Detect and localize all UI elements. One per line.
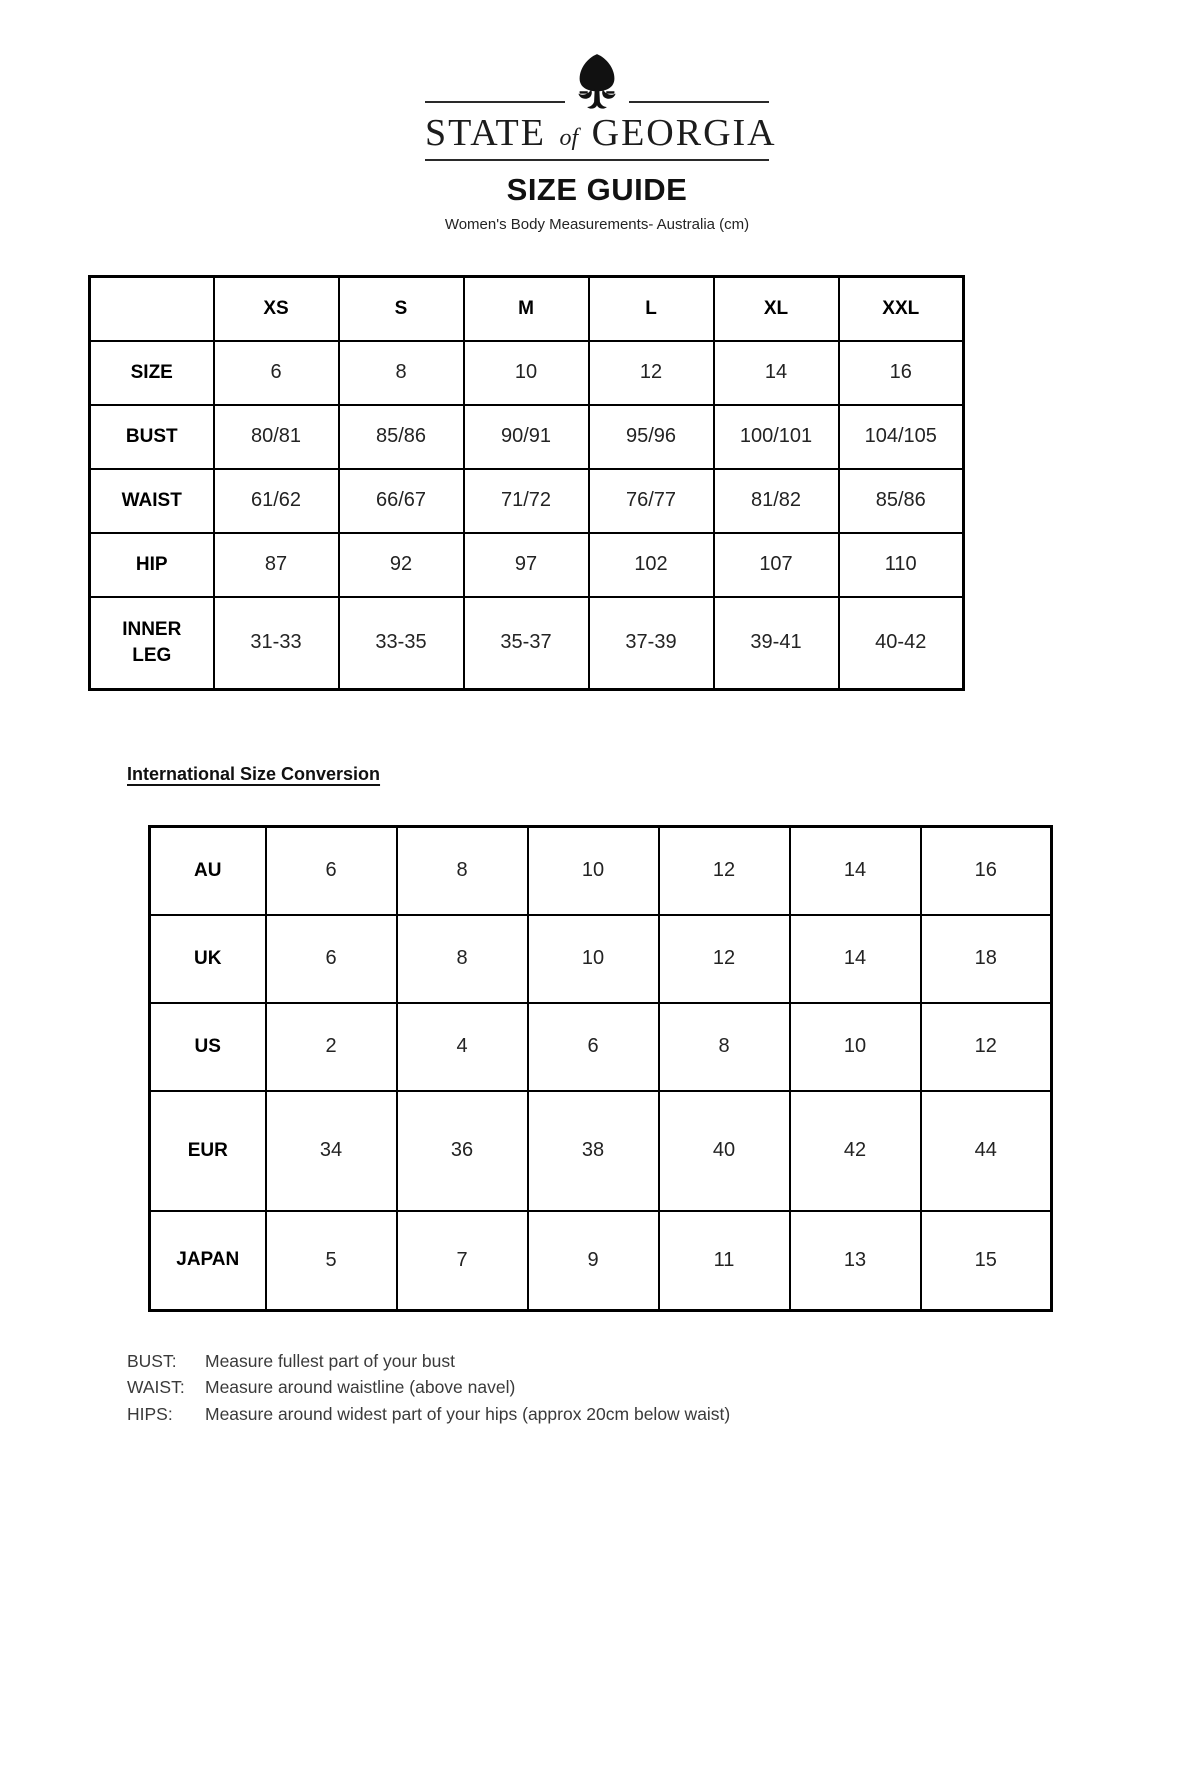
measurement-table — [88, 275, 965, 691]
cell-value: 4 — [397, 1003, 528, 1091]
cell-value: 38 — [528, 1091, 659, 1211]
note-label: BUST: — [127, 1351, 177, 1371]
table-row-eur — [150, 1091, 1052, 1211]
cell-value: 44 — [921, 1091, 1052, 1211]
cell-value: 7 — [397, 1211, 528, 1311]
cell-value: 9 — [528, 1211, 659, 1311]
tree-icon — [565, 52, 629, 112]
logo-right-rule — [629, 101, 769, 103]
cell-value: 15 — [921, 1211, 1052, 1311]
cell-value: 100/101 — [714, 405, 839, 469]
cell-value: 8 — [397, 827, 528, 915]
cell-value: 39-41 — [714, 597, 839, 690]
cell-value: 10 — [790, 1003, 921, 1091]
table-row-japan — [150, 1211, 1052, 1311]
cell-value: 80/81 — [214, 405, 339, 469]
cell-value: 37-39 — [589, 597, 714, 690]
cell-value: 6 — [214, 341, 339, 405]
note-text: Measure fullest part of your bust — [205, 1351, 455, 1371]
row-label-uk: UK — [150, 915, 266, 1003]
measurement-header-row — [90, 277, 964, 341]
note-text: Measure around widest part of your hips (approx 20cm below waist) — [205, 1403, 731, 1424]
row-label-us: US — [150, 1003, 266, 1091]
column-header-xxl: XXL — [839, 277, 964, 341]
cell-value: 40-42 — [839, 597, 964, 690]
cell-value: 81/82 — [714, 469, 839, 533]
cell-value: 10 — [528, 915, 659, 1003]
table-row-waist — [90, 469, 964, 533]
note-bust — [127, 1348, 1194, 1374]
table-row-inner-leg — [90, 597, 964, 690]
column-header-xl: XL — [714, 277, 839, 341]
cell-value: 6 — [266, 827, 397, 915]
cell-value: 97 — [464, 533, 589, 597]
cell-value: 110 — [839, 533, 964, 597]
cell-value: 76/77 — [589, 469, 714, 533]
note-text: Measure around waistline (above navel) — [205, 1377, 516, 1398]
column-header-s: S — [339, 277, 464, 341]
cell-value: 14 — [790, 915, 921, 1003]
row-label-au: AU — [150, 827, 266, 915]
page-subtitle: Women's Body Measurements- Australia (cm) — [444, 216, 750, 233]
cell-value: 33-35 — [339, 597, 464, 690]
brand-logo — [425, 0, 777, 161]
row-label-waist: WAIST — [90, 469, 214, 533]
table-row-size — [90, 341, 964, 405]
brand-name-right: GEORGIA — [591, 112, 777, 154]
column-header-blank — [90, 277, 214, 341]
cell-value: 85/86 — [839, 469, 964, 533]
note-waist — [127, 1374, 1194, 1400]
cell-value: 16 — [839, 341, 964, 405]
table-row-hip — [90, 533, 964, 597]
cell-value: 95/96 — [589, 405, 714, 469]
cell-value: 8 — [339, 341, 464, 405]
table-row-uk — [150, 915, 1052, 1003]
conversion-heading: International Size Conversion — [127, 764, 381, 784]
note-label: HIPS: — [127, 1403, 173, 1424]
brand-name-mid: of — [559, 125, 579, 151]
cell-value: 40 — [659, 1091, 790, 1211]
cell-value: 34 — [266, 1091, 397, 1211]
cell-value: 85/86 — [339, 405, 464, 469]
logo-top-row — [425, 52, 769, 112]
cell-value: 14 — [790, 827, 921, 915]
cell-value: 66/67 — [339, 469, 464, 533]
cell-value: 12 — [659, 827, 790, 915]
conversion-table — [148, 825, 1053, 1312]
cell-value: 8 — [397, 915, 528, 1003]
cell-value: 5 — [266, 1211, 397, 1311]
cell-value: 2 — [266, 1003, 397, 1091]
cell-value: 107 — [714, 533, 839, 597]
cell-value: 102 — [589, 533, 714, 597]
row-label-inner-leg: INNER LEG — [90, 597, 214, 690]
row-label-bust: BUST — [90, 405, 214, 469]
table-row-au — [150, 827, 1052, 915]
cell-value: 8 — [659, 1003, 790, 1091]
table-row-us — [150, 1003, 1052, 1091]
cell-value: 35-37 — [464, 597, 589, 690]
cell-value: 31-33 — [214, 597, 339, 690]
cell-value: 61/62 — [214, 469, 339, 533]
cell-value: 36 — [397, 1091, 528, 1211]
cell-value: 92 — [339, 533, 464, 597]
brand-name-left: STATE — [425, 112, 546, 154]
cell-value: 13 — [790, 1211, 921, 1311]
cell-value: 10 — [464, 341, 589, 405]
cell-value: 42 — [790, 1091, 921, 1211]
cell-value: 104/105 — [839, 405, 964, 469]
page-title: SIZE GUIDE — [506, 172, 688, 207]
row-label-size: SIZE — [90, 341, 214, 405]
cell-value: 6 — [528, 1003, 659, 1091]
cell-value: 12 — [589, 341, 714, 405]
cell-value: 16 — [921, 827, 1052, 915]
column-header-l: L — [589, 277, 714, 341]
note-label: WAIST: — [127, 1377, 185, 1398]
cell-value: 12 — [659, 915, 790, 1003]
row-label-japan: JAPAN — [150, 1211, 266, 1311]
cell-value: 87 — [214, 533, 339, 597]
cell-value: 90/91 — [464, 405, 589, 469]
cell-value: 12 — [921, 1003, 1052, 1091]
cell-value: 6 — [266, 915, 397, 1003]
logo-bottom-rule — [425, 159, 769, 161]
cell-value: 71/72 — [464, 469, 589, 533]
cell-value: 14 — [714, 341, 839, 405]
cell-value: 11 — [659, 1211, 790, 1311]
column-header-m: M — [464, 277, 589, 341]
row-label-eur: EUR — [150, 1091, 266, 1211]
table-row-bust — [90, 405, 964, 469]
note-hips — [127, 1401, 1194, 1427]
logo-left-rule — [425, 101, 565, 103]
brand-name — [425, 112, 777, 154]
cell-value: 18 — [921, 915, 1052, 1003]
cell-value: 10 — [528, 827, 659, 915]
measurement-notes — [127, 1348, 1194, 1427]
row-label-hip: HIP — [90, 533, 214, 597]
column-header-xs: XS — [214, 277, 339, 341]
